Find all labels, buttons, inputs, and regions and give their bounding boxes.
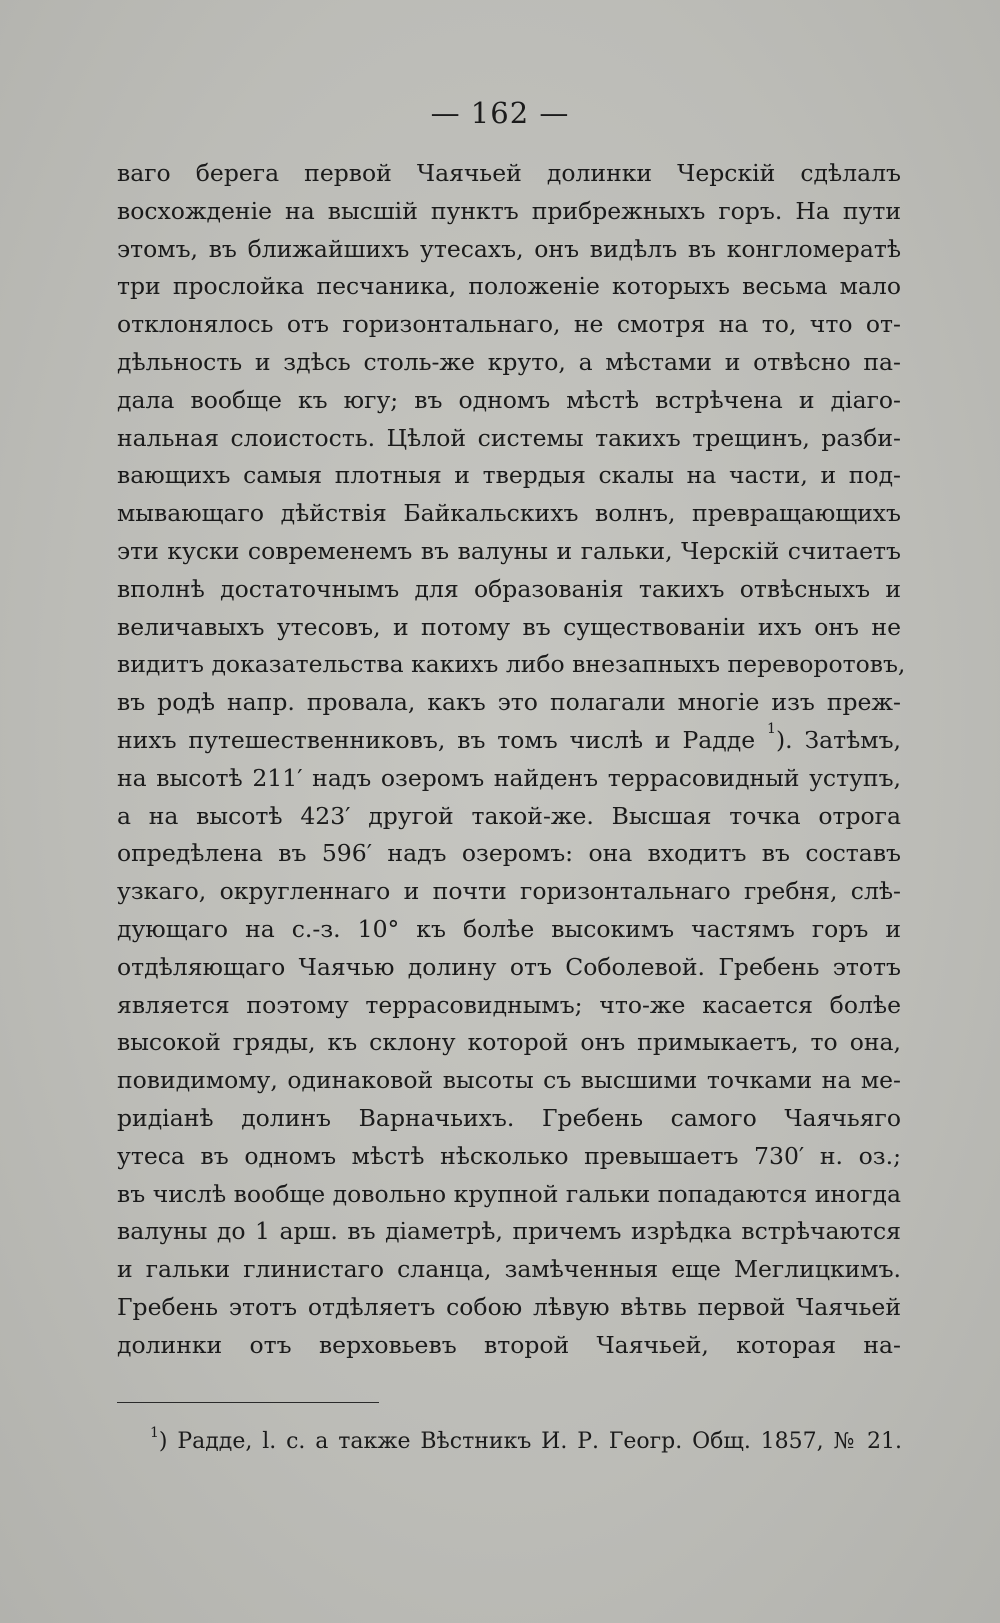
footnote-reference[interactable]: 1 [767, 720, 776, 737]
text-line: опредѣлена въ 596′ надъ озеромъ: она входитъ въ составъ [117, 839, 901, 868]
footnote-marker: 1 [150, 1425, 159, 1441]
footnote-text: ) Радде, l. c. а также Вѣстникъ И. Р. Геогр. Общ. 1857, № 21. [158, 1429, 902, 1454]
text-line: на высотѣ 211′ надъ озеромъ найденъ террасовидный уступъ, [117, 763, 901, 792]
text-line: утеса въ одномъ мѣстѣ нѣсколько превышаетъ 730′ н. оз.; [117, 1141, 901, 1170]
footnote-divider [117, 1402, 379, 1403]
text-line: вполнѣ достаточнымъ для образованія такихъ отвѣсныхъ и [117, 574, 901, 603]
text-line: видитъ доказательства какихъ либо внезапныхъ переворотовъ, [117, 650, 906, 679]
text-line-head: нихъ путешественниковъ, въ томъ числѣ и Радде [117, 725, 756, 754]
text-line: валуны до 1 арш. въ діаметрѣ, причемъ изрѣдка встрѣчаются [117, 1217, 901, 1246]
text-line: высокой гряды, къ склону которой онъ примыкаетъ, то она, [117, 1028, 901, 1057]
footnote [150, 1426, 902, 1458]
text-line: три прослойка песчаника, положеніе которыхъ весьма мало [117, 272, 901, 301]
text-line-tail: ). Затѣмъ, [775, 725, 901, 754]
text-line: отдѣляющаго Чаячью долину отъ Соболевой. Гребень этотъ [117, 952, 901, 981]
text-line: дѣльность и здѣсь столь-же круто, а мѣстами и отвѣсно па- [117, 347, 901, 376]
text-line: ваго берега первой Чаячьей долинки Черскій сдѣлалъ [117, 159, 901, 187]
text-line: отклонялось отъ горизонтальнаго, не смотря на то, что от- [117, 310, 901, 339]
text-line: въ родѣ напр. провала, какъ это полагали многіе изъ преж- [117, 688, 901, 717]
text-line: эти куски современемъ въ валуны и гальки, Черскій считаетъ [117, 536, 901, 565]
text-line: этомъ, въ ближайшихъ утесахъ, онъ видѣлъ въ конгломератѣ [117, 234, 901, 263]
text-line: повидимому, одинаковой высоты съ высшими точками на ме- [117, 1066, 901, 1095]
text-line: дующаго на с.-з. 10° къ болѣе высокимъ частямъ горъ и [117, 914, 901, 943]
text-line: дала вообще къ югу; въ одномъ мѣстѣ встрѣчена и діаго- [117, 385, 901, 414]
text-line: и гальки глинистаго сланца, замѣченныя еще Меглицкимъ. [117, 1255, 901, 1284]
text-line: нальная слоистость. Цѣлой системы такихъ трещинъ, разби- [117, 423, 901, 452]
text-line: восхожденіе на высшій пунктъ прибрежныхъ горъ. На пути [117, 196, 901, 225]
text-line: долинки отъ верховьевъ второй Чаячьей, которая на- [117, 1330, 901, 1359]
page-number: — 162 — [430, 96, 570, 130]
text-line: а на высотѣ 423′ другой такой-же. Высшая точка отрога [117, 801, 901, 830]
text-line: мывающаго дѣйствія Байкальскихъ волнъ, превращающихъ [117, 499, 901, 528]
text-line: является поэтому террасовиднымъ; что-же касается болѣе [117, 990, 901, 1019]
text-line: въ числѣ вообще довольно крупной гальки попадаются иногда [117, 1179, 901, 1208]
text-line: вающихъ самыя плотныя и твердыя скалы на части, и под- [117, 461, 901, 490]
text-line: Гребень этотъ отдѣляетъ собою лѣвую вѣтвь первой Чаячьей [117, 1292, 901, 1321]
text-line-with-footnote-ref [117, 722, 901, 760]
text-line: ридіанѣ долинъ Варначьихъ. Гребень самого Чаячьяго [117, 1103, 901, 1132]
body-text [117, 155, 906, 1365]
text-line: величавыхъ утесовъ, и потому въ существованіи ихъ онъ не [117, 612, 901, 641]
text-line: узкаго, округленнаго и почти горизонтальнаго гребня, слѣ- [117, 877, 901, 906]
